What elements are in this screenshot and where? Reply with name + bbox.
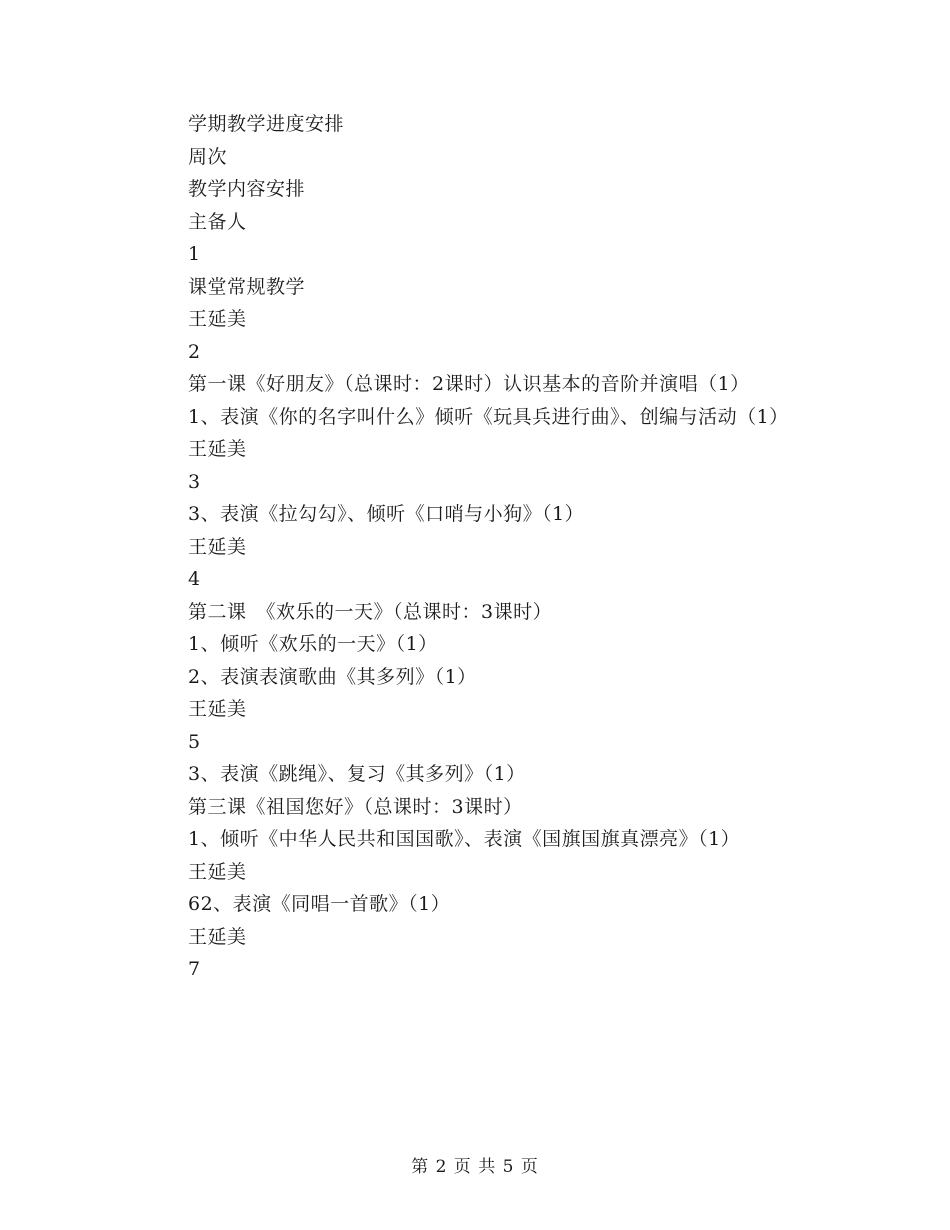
line-content: 第三课《祖国您好》（总课时：3课时） bbox=[188, 795, 523, 818]
line-content-header: 教学内容安排 bbox=[188, 178, 306, 200]
line-preparer: 王延美 bbox=[188, 308, 247, 330]
line-preparer: 王延美 bbox=[188, 925, 247, 948]
line-week-header: 周次 bbox=[188, 145, 228, 168]
line-preparer: 王延美 bbox=[188, 438, 247, 460]
line-content: 1、倾听《欢乐的一天》（1） bbox=[188, 633, 438, 655]
line-content: 3、表演《跳绳》、复习《其多列》（1） bbox=[188, 763, 526, 785]
line-content: 62、表演《同唱一首歌》（1） bbox=[188, 893, 451, 915]
line-content: 3、表演《拉勾勾》、倾听《口哨与小狗》（1） bbox=[188, 503, 585, 525]
line-week-5: 5 bbox=[188, 730, 201, 753]
line-week-3: 3 bbox=[188, 470, 201, 493]
line-content: 课堂常规教学 bbox=[188, 275, 306, 298]
line-content: 第二课 《欢乐的一天》（总课时：3课时） bbox=[188, 600, 553, 623]
line-week-1: 1 bbox=[188, 243, 201, 265]
line-content: 第一课《好朋友》（总课时：2课时）认识基本的音阶并演唱（1） bbox=[188, 373, 750, 395]
document-body bbox=[148, 108, 828, 986]
line-content: 1、表演《你的名字叫什么》倾听《玩具兵进行曲》、创编与活动（1） bbox=[188, 405, 789, 428]
line-preparer: 王延美 bbox=[188, 535, 247, 558]
line-preparer-header: 主备人 bbox=[188, 210, 247, 233]
page-indicator: 第 2 页 共 5 页 bbox=[411, 1157, 539, 1177]
line-content: 2、表演表演歌曲《其多列》（1） bbox=[188, 665, 477, 688]
line-preparer: 王延美 bbox=[188, 698, 247, 720]
line-preparer: 王延美 bbox=[188, 860, 247, 883]
line-week-4: 4 bbox=[188, 568, 201, 590]
line-content: 1、倾听《中华人民共和国国歌》、表演《国旗国旗真漂亮》（1） bbox=[188, 828, 741, 850]
line-week-2: 2 bbox=[188, 340, 201, 363]
page-footer bbox=[0, 1152, 950, 1177]
line-title: 学期教学进度安排 bbox=[188, 113, 345, 135]
line-week-7: 7 bbox=[188, 958, 201, 980]
